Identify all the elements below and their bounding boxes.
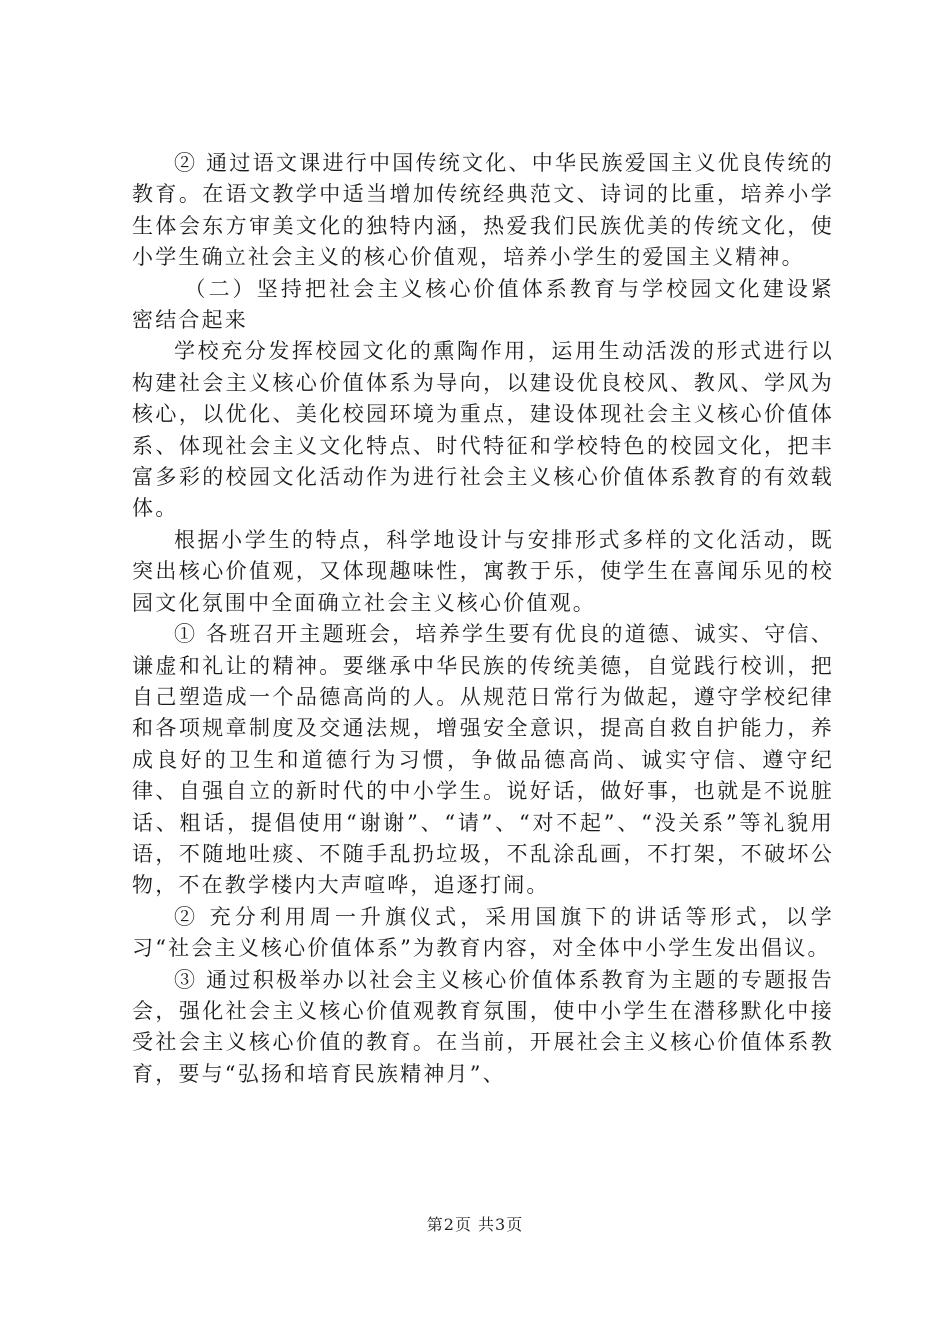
document-body bbox=[132, 148, 834, 1090]
paragraph-flag-raising: ② 充分利用周一升旗仪式，采用国旗下的讲话等形式，以学习“社会主义核心价值体系”为教育内容，对全体中小学生发出倡议。 bbox=[132, 904, 834, 961]
page-number-footer: 第2页 共3页 bbox=[426, 1215, 524, 1234]
paragraph-chinese-traditional-culture: ② 通过语文课进行中国传统文化、中华民族爱国主义优良传统的教育。在语文教学中适当增加传统经典范文、诗词的比重，培养小学生体会东方审美文化的独特内涵，热爱我们民族优美的传统文化，使小学生确立社会主义的核心价值观，培养小学生的爱国主义精神。 bbox=[132, 151, 834, 270]
paragraph-class-meetings: ① 各班召开主题班会，培养学生要有优良的道德、诚实、守信、谦虚和礼让的精神。要继承中华民族的传统美德，自觉践行校训，把自己塑造成一个品德高尚的人。从规范日常行为做起，遵守学校纪律和各项规章制度及交通法规，增强安全意识，提高自救自护能力，养成良好的卫生和道德行为习惯，争做品德高尚、诚实守信、遵守纪律、自强自立的新时代的中小学生。说好话，做好事，也就是不说脏话、粗话，提倡使用“谢谢”、“请”、“对不起”、“没关系”等礼貌用语，不随地吐痰、不随手乱扔垃圾，不乱涂乱画，不打架，不破坏公物，不在教学楼内大声喧哗，追逐打闹。 bbox=[132, 622, 834, 898]
paragraph-special-reports: ③ 通过积极举办以社会主义核心价值体系教育为主题的专题报告会，强化社会主义核心价值观教育氛围，使中小学生在潜移默化中接受社会主义核心价值的教育。在当前，开展社会主义核心价值体系教育，要与“弘扬和培育民族精神月”、 bbox=[132, 967, 834, 1086]
paragraph-campus-culture-role: 学校充分发挥校园文化的熏陶作用，运用生动活泼的形式进行以构建社会主义核心价值体系为导向，以建设优良校风、教风、学风为核心，以优化、美化校园环境为重点，建设体现社会主义核心价值体系、体现社会主义文化特点、时代特征和学校特色的校园文化，把丰富多彩的校园文化活动作为进行社会主义核心价值体系教育的有效载体。 bbox=[132, 339, 834, 521]
section-heading-campus-culture: （二）坚持把社会主义核心价值体系教育与学校园文化建设紧密结合起来 bbox=[132, 276, 834, 333]
paragraph-cultural-activities: 根据小学生的特点，科学地设计与安排形式多样的文化活动，既突出核心价值观，又体现趣味性，寓教于乐，使学生在喜闻乐见的校园文化氛围中全面确立社会主义核心价值观。 bbox=[132, 527, 834, 615]
